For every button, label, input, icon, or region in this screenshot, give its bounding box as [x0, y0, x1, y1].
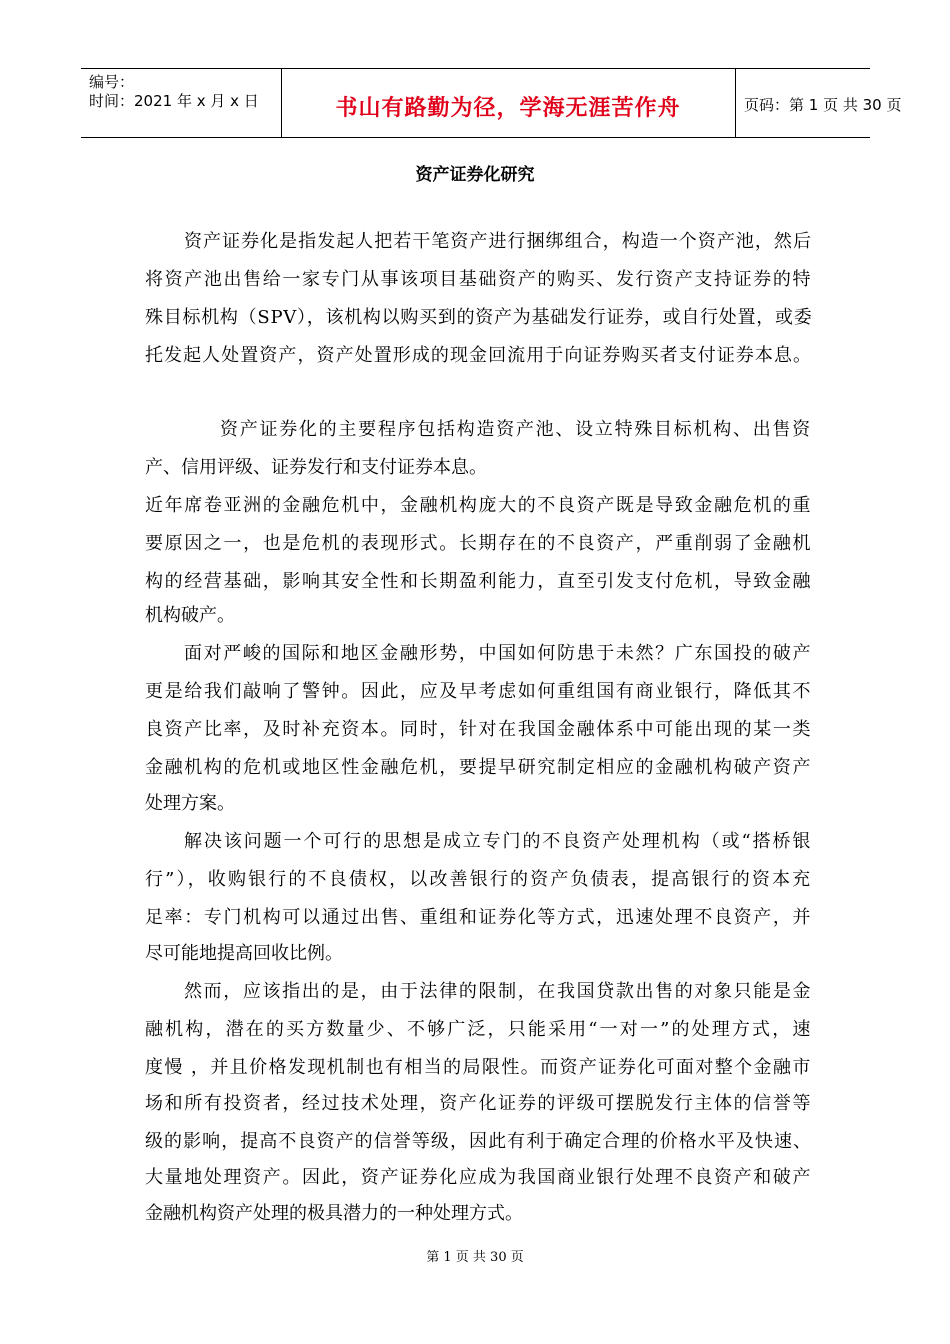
- document-title: 资产证券化研究: [415, 165, 535, 185]
- header-page-label: 页码：第 1 页 共 30 页: [744, 96, 902, 114]
- body-line: 金融机构的危机或地区性金融危机，要提早研究制定相应的金融机构破产资产: [145, 757, 813, 778]
- body-line: 级的影响，提高不良资产的信誉等级，因此有利于确定合理的价格水平及快速、: [145, 1131, 813, 1152]
- body-line: 更是给我们敲响了警钟。因此，应及早考虑如何重组国有商业银行，降低其不: [145, 681, 813, 702]
- body-line: 近年席卷亚洲的金融危机中，金融机构庞大的不良资产既是导致金融危机的重: [145, 495, 813, 516]
- body-line: 大量地处理资产。因此，资产证券化应成为我国商业银行处理不良资产和破产: [145, 1167, 813, 1188]
- header-motto-cell: [281, 69, 736, 137]
- body-line: 解决该问题一个可行的思想是成立专门的不良资产处理机构（或“搭桥银: [184, 831, 813, 852]
- body-line: 构的经营基础，影响其安全性和长期盈利能力，直至引发支付危机，导致金融: [145, 571, 813, 592]
- body-line: 将资产池出售给一家专门从事该项目基础资产的购买、发行资产支持证券的特: [145, 269, 813, 290]
- body-line: 托发起人处置资产，资产处置形成的现金回流用于向证券购买者支付证券本息。: [145, 345, 813, 366]
- body-line: 行”），收购银行的不良债权，以改善银行的资产负债表，提高银行的资本充: [145, 869, 813, 890]
- body-line: 然而，应该指出的是，由于法律的限制，在我国贷款出售的对象只能是金: [184, 981, 813, 1002]
- body-line: 处理方案。: [145, 793, 235, 814]
- body-line: 资产证券化的主要程序包括构造资产池、设立特殊目标机构、出售资: [220, 419, 812, 440]
- page-footer: 第 1 页 共 30 页: [426, 1250, 524, 1265]
- body-line: 足率：专门机构可以通过出售、重组和证券化等方式，迅速处理不良资产，并: [145, 907, 813, 928]
- body-line: 尽可能地提高回收比例。: [145, 943, 343, 964]
- header-page-cell: [736, 69, 902, 137]
- document-header: [81, 68, 902, 138]
- header-motto: 书山有路勤为径，学海无涯苦作舟: [335, 96, 681, 121]
- document-date-label: 时间：2021 年 x 月 x 日: [89, 92, 259, 110]
- body-line: 良资产比率，及时补充资本。同时，针对在我国金融体系中可能出现的某一类: [145, 719, 813, 740]
- body-line: 殊目标机构（SPV），该机构以购买到的资产为基础发行证券，或自行处置，或委: [145, 307, 813, 328]
- header-info-cell: [81, 69, 282, 137]
- body-line: 场和所有投资者，经过技术处理，资产化证券的评级可摆脱发行主体的信誉等: [145, 1093, 813, 1114]
- document-number-label: 编号：: [89, 73, 135, 91]
- body-line: 机构破产。: [145, 605, 235, 626]
- body-line: 融机构，潜在的买方数量少、不够广泛，只能采用“一对一”的处理方式，速: [145, 1019, 813, 1040]
- body-line: 要原因之一，也是危机的表现形式。长期存在的不良资产，严重削弱了金融机: [145, 533, 813, 554]
- body-line: 产、信用评级、证券发行和支付证券本息。: [145, 457, 487, 478]
- body-line: 金融机构资产处理的极具潜力的一种处理方式。: [145, 1203, 523, 1224]
- body-line: 资产证券化是指发起人把若干笔资产进行捆绑组合，构造一个资产池，然后: [184, 231, 812, 252]
- body-line: 度慢 ，并且价格发现机制也有相当的局限性。而资产证券化可面对整个金融市: [145, 1057, 812, 1078]
- body-line: 面对严峻的国际和地区金融形势，中国如何防患于未然？广东国投的破产: [184, 643, 813, 664]
